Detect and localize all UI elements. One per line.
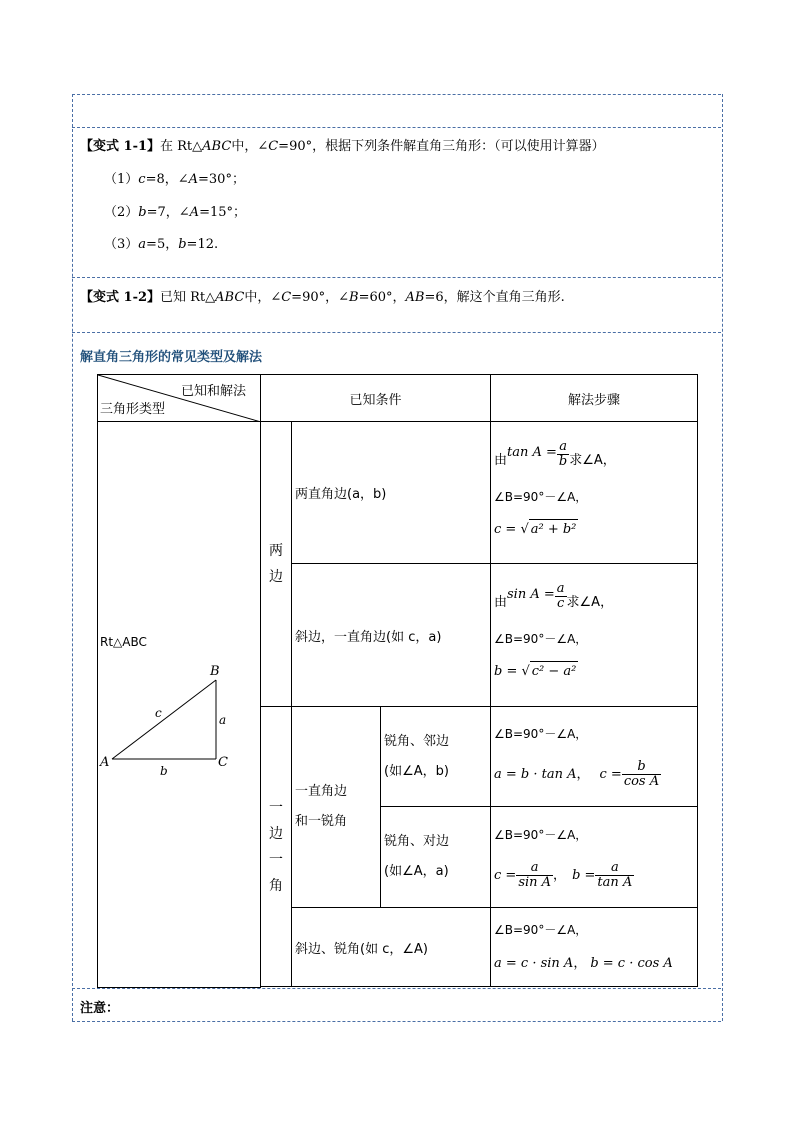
known-leg-angle-group: 一直角边 和一锐角 [292,707,381,908]
divider [72,988,721,989]
col-steps-header: 解法步骤 [491,375,698,422]
known-angle-adjacent: 锐角、邻边 (如∠A，b) [381,707,491,807]
side-c: c [155,706,162,720]
divider [72,277,721,278]
group-two-sides: 两 边 [261,422,292,707]
triangle-type-cell [98,422,261,988]
steps-angle-opposite: ∠B=90°－∠A， c = $\frac{a}{\text{sin A}}$ ， b = $\frac{a}{\text{tan A}}$ [491,807,698,908]
vertex-C: C [218,755,228,770]
side-a: a [219,713,227,727]
divider [72,94,721,95]
side-b: b [160,764,168,778]
known-angle-opposite: 锐角、对边 (如∠A，a) [381,807,491,908]
steps-two-legs: 由tan A = $\frac{a}{b}$ 求∠A， ∠B=90°－∠A， c = √ a² + b² [491,422,698,564]
divider [72,127,721,128]
section-title: 解直角三角形的常见类型及解法 [80,350,263,365]
hypotenuse-c [112,680,216,759]
diag-bottom-label: 三角形类型 [100,402,166,417]
exercise-1-1-item-3: （3）a=5，b=12. [104,237,219,252]
exercise-1-2: 【变式 1-2】已知 Rt△ABC中，∠C=90°，∠B=60°，AB=6，解这个直角三角形. [80,290,565,305]
triangle-label: Rt△ABC [100,635,147,649]
steps-hyp-leg: 由sin A = $\frac{a}{c}$ 求∠A， ∠B=90°－∠A， b = √ c² − a² [491,564,698,707]
note-label: 注意： [80,1001,120,1016]
exercise-1-1-item-2: （2）b=7，∠A=15°； [104,205,246,220]
col-known-header: 已知条件 [261,375,491,422]
steps-hyp-angle: ∠B=90°－∠A， a = c · sin A， b = c · cos A [491,908,698,987]
known-two-legs: 两直角边(a，b) [292,422,491,564]
diag-top-label: 已知和解法 [180,384,246,399]
exercise-1-1-item-1: （1）c=8，∠A=30°； [104,172,245,187]
exercise-1-1-intro: 【变式 1-1】在 Rt△ABC中，∠C=90°，根据下列条件解直角三角形：（可以使用计算器） [80,139,605,154]
right-triangle-figure [98,662,258,782]
group-one-side-one-angle: 一 边 一 角 [261,707,292,987]
vertex-B: B [210,664,220,679]
steps-angle-adjacent: ∠B=90°－∠A， a = b · tan A， c = $\frac{b}{\text{cos A}}$ [491,707,698,807]
diagonal-header-cell [98,375,261,422]
known-hyp-angle: 斜边、锐角(如 c，∠A) [292,908,491,987]
divider [72,332,721,333]
divider [72,1021,721,1022]
vertex-A: A [100,755,110,770]
solution-table [97,374,698,988]
known-hyp-leg: 斜边，一直角边(如 c，a) [292,564,491,707]
